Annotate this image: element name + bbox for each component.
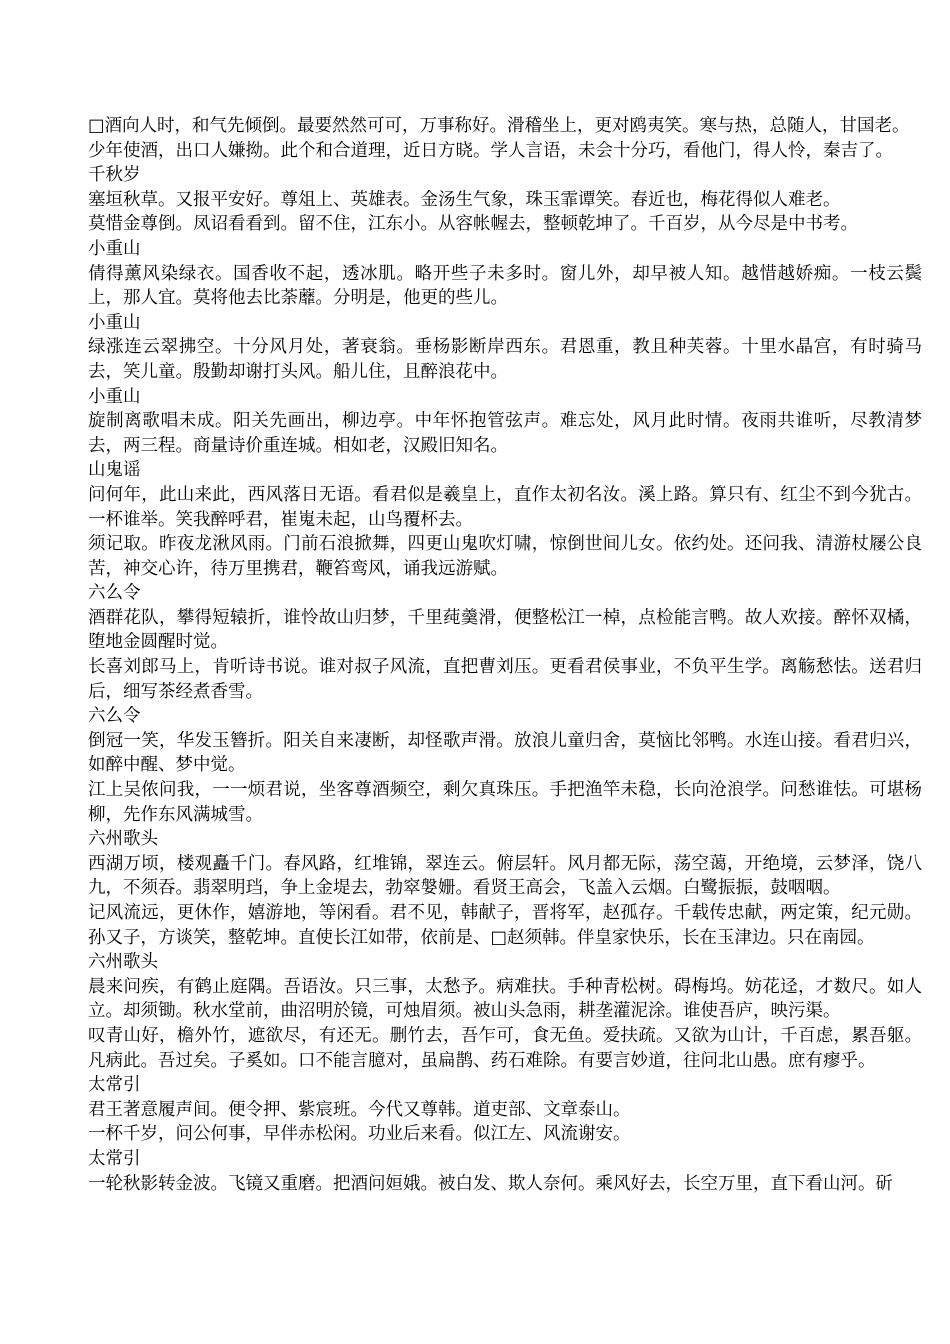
- paragraph: 莫惜金尊倒。凤诏看看到。留不住，江东小。从容帐幄去，整顿乾坤了。千百岁，从今尽是中书考。: [88, 214, 858, 235]
- poem-title: 六州歌头: [88, 952, 158, 973]
- paragraph: 倩得薰风染绿衣。国香收不起，透冰肌。略开些子未多时。窗儿外，却早被人知。越惜越娇痴。一枝云鬓上，那人宜。莫将他去比荼蘼。分明是，他更的些儿。: [88, 263, 922, 309]
- paragraph: 须记取。昨夜龙湫风雨。门前石浪掀舞，四更山鬼吹灯啸，惊倒世间儿女。依约处。还问我、清游杖屦公良苦，神交心许，待万里携君，鞭笞鸾风，诵我远游赋。: [88, 534, 922, 579]
- paragraph: 倒冠一笑，华发玉簪折。阳关自来凄断，却怪歌声滑。放浪儿童归舍，莫恼比邻鸭。水连山接。看君归兴，如醉中醒、梦中觉。: [88, 730, 922, 776]
- paragraph: 长喜刘郎马上，肯听诗书说。谁对叔子风流，直把曹刘压。更看君侯事业，不负平生学。离觞愁怯。送君归后，细写茶经煮香雪。: [88, 657, 922, 702]
- poem-title: 六么令: [88, 706, 141, 727]
- paragraph: 西湖万顷，楼观矗千门。春风路，红堆锦，翠连云。俯层轩。风月都无际，荡空蔼，开绝境，云梦泽，饶八九，不须吞。翡翠明珰，争上金堤去，勃窣媻姗。看贤王高会，飞盖入云烟。白鹭振振，鼓咽咽。: [88, 853, 922, 899]
- paragraph: 少年使酒，出口人嫌拗。此个和合道理，近日方晓。学人言语，未会十分巧，看他门，得人怜，秦吉了。: [88, 140, 893, 161]
- paragraph: 记风流远，更休作，嬉游地，等闲看。君不见，韩献子，晋将军，赵孤存。千载传忠献，两定策，纪元勋。孙又子，方谈笑，整乾坤。直使长江如带，依前是、□赵须韩。伴皇家快乐，长在玉津边。只在南园。: [88, 903, 922, 948]
- paragraph: 晨来问疾，有鹤止庭隅。吾语汝。只三事，太愁予。病难扶。手种青松树。碍梅坞。妨花迳，才数尺。如人立。却须锄。秋水堂前，曲沼明於镜，可烛眉须。被山头急雨，耕垄灌泥涂。谁使吾庐，映污渠。: [88, 976, 922, 1022]
- paragraph: 一杯千岁，问公何事，早伴赤松闲。功业后来看。似江左、风流谢安。: [88, 1124, 631, 1145]
- poem-title: 千秋岁: [88, 165, 141, 186]
- paragraph: 君王著意履声间。便令押、紫宸班。今代又尊韩。道吏部、文章泰山。: [88, 1099, 631, 1120]
- paragraph: 酒群花队，攀得短辕折，谁怜故山归梦，千里莼羹滑，便整松江一棹，点检能言鸭。故人欢接。醉怀双橘，堕地金圆醒时觉。: [88, 607, 922, 653]
- poem-title: 太常引: [88, 1148, 141, 1169]
- paragraph: □酒向人时，和气先倾倒。最要然然可可，万事称好。滑稽坐上，更对鸥夷笑。寒与热，总随人，甘国老。: [88, 116, 910, 136]
- paragraph: 一轮秋影转金波。飞镜又重磨。把酒问姮娥。被白发、欺人奈何。乘风好去，长空万里，直下看山河。斫: [88, 1173, 893, 1194]
- poem-title: 太常引: [88, 1075, 141, 1096]
- poem-title: 小重山: [88, 312, 141, 333]
- paragraph: 旋制离歌唱未成。阳关先画出，柳边亭。中年怀抱管弦声。难忘处，风月此时情。夜雨共谁听，尽教清梦去，两三程。商量诗价重连城。相如老，汉殿旧知名。: [88, 411, 922, 456]
- poem-title: 小重山: [88, 386, 141, 407]
- poem-title: 六么令: [88, 583, 141, 604]
- paragraph: 叹青山好，檐外竹，遮欲尽，有还无。删竹去，吾乍可，食无鱼。爱扶疏。又欲为山计，千百虑，累吾躯。凡病此。吾过矣。子奚如。口不能言臆对，虽扁鹊、药石难除。有要言妙道，往问北山愚。庶有瘳乎。: [88, 1025, 922, 1071]
- document-page: [88, 114, 922, 1196]
- paragraph: 塞垣秋草。又报平安好。尊俎上、英雄表。金汤生气象，珠玉霏谭笑。春近也，梅花得似人难老。: [88, 189, 841, 210]
- paragraph: 问何年，此山来此，西风落日无语。看君似是羲皇上，直作太初名汝。溪上路。算只有、红尘不到今犹古。一杯谁举。笑我醉呼君，崔嵬未起，山鸟覆杯去。: [88, 484, 922, 530]
- poem-title: 小重山: [88, 238, 141, 259]
- paragraph: 绿涨连云翠拂空。十分风月处，著衰翁。垂杨影断岸西东。君恩重，教且种芙蓉。十里水晶宫，有时骑马去，笑儿童。殷勤却谢打头风。船儿住，且醉浪花中。: [88, 337, 922, 382]
- paragraph: 江上吴侬问我，一一烦君说，坐客尊酒频空，剩欠真珠压。手把渔竿未稳，长向沧浪学。问愁谁怯。可堪杨柳，先作东风满城雪。: [88, 780, 922, 825]
- poem-title: 六州歌头: [88, 829, 158, 850]
- poem-title: 山鬼谣: [88, 460, 141, 481]
